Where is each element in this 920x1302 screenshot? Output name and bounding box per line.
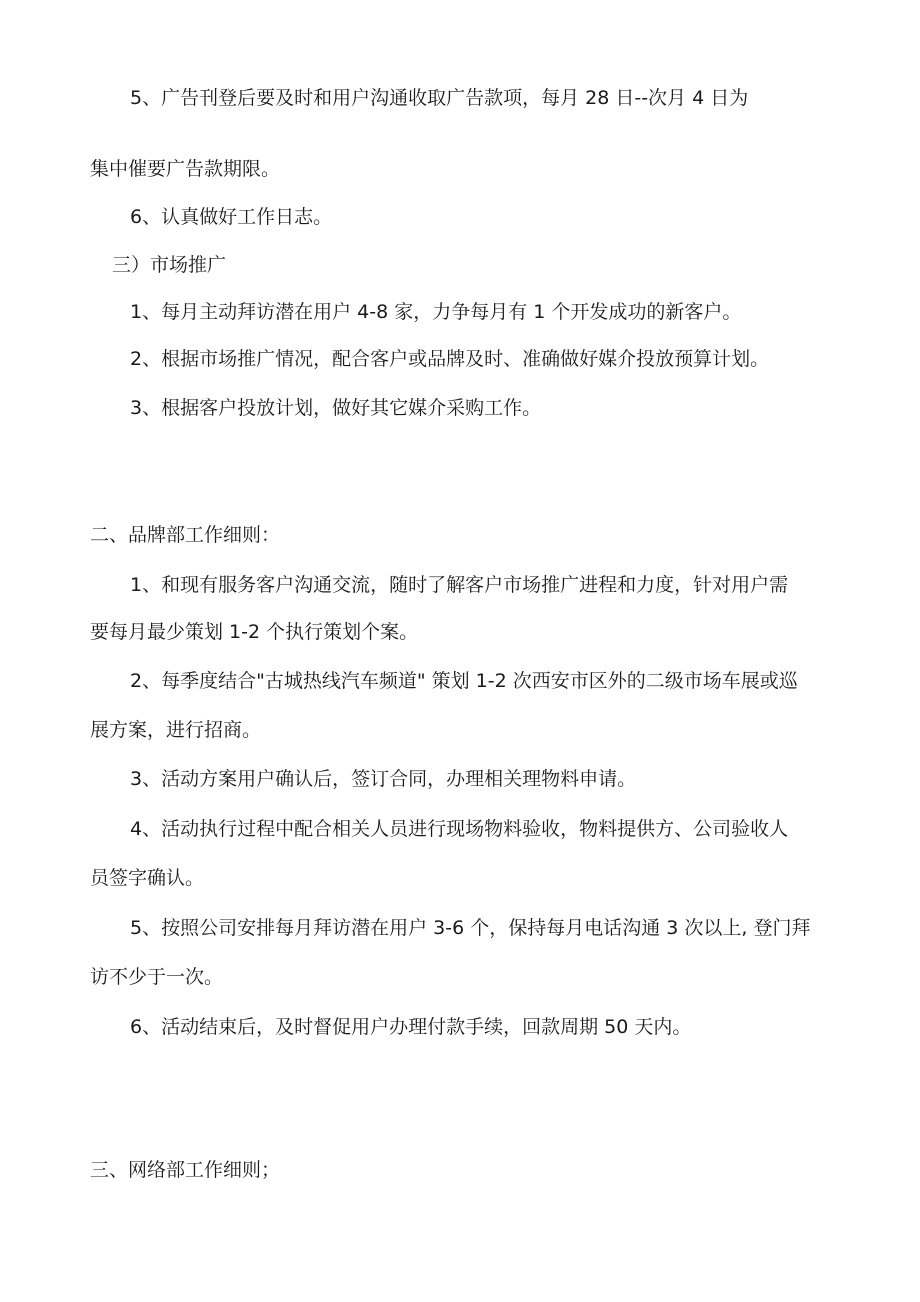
- paragraph-line: 展方案，进行招商。: [90, 719, 262, 741]
- paragraph-line: 6、认真做好工作日志。: [130, 206, 333, 228]
- paragraph-line: 4、活动执行过程中配合相关人员进行现场物料验收，物料提供方、公司验收人: [130, 818, 789, 840]
- paragraph-line: 1、和现有服务客户沟通交流，随时了解客户市场推广进程和力度，针对用户需: [130, 574, 789, 596]
- paragraph-line: 要每月最少策划 1-2 个执行策划个案。: [90, 621, 419, 643]
- paragraph-line: 2、每季度结合"古城热线汽车频道" 策划 1-2 次西安市区外的二级市场车展或巡: [130, 670, 798, 692]
- paragraph-line: 5、按照公司安排每月拜访潜在用户 3-6 个，保持每月电话沟通 3 次以上, 登门拜: [130, 917, 811, 939]
- paragraph-line: 6、活动结束后，及时督促用户办理付款手续，回款周期 50 天内。: [130, 1016, 692, 1038]
- paragraph-line: 3、活动方案用户确认后，签订合同，办理相关理物料申请。: [130, 768, 637, 790]
- paragraph-line: 2、根据市场推广情况，配合客户或品牌及时、准确做好媒介投放预算计划。: [130, 348, 770, 370]
- section-heading: 二、品牌部工作细则：: [90, 524, 281, 546]
- paragraph-line: 访不少于一次。: [90, 966, 224, 988]
- paragraph-line: 5、广告刊登后要及时和用户沟通收取广告款项，每月 28 日--次月 4 日为: [130, 87, 749, 109]
- section-heading: 三）市场推广: [112, 254, 227, 276]
- paragraph-line: 1、每月主动拜访潜在用户 4-8 家，力争每月有 1 个开发成功的新客户。: [130, 301, 742, 323]
- paragraph-line: 3、根据客户投放计划，做好其它媒介采购工作。: [130, 397, 542, 419]
- paragraph-line: 员签字确认。: [90, 867, 205, 889]
- paragraph-line: 集中催要广告款期限。: [90, 158, 281, 180]
- section-heading: 三、网络部工作细则；: [90, 1159, 281, 1181]
